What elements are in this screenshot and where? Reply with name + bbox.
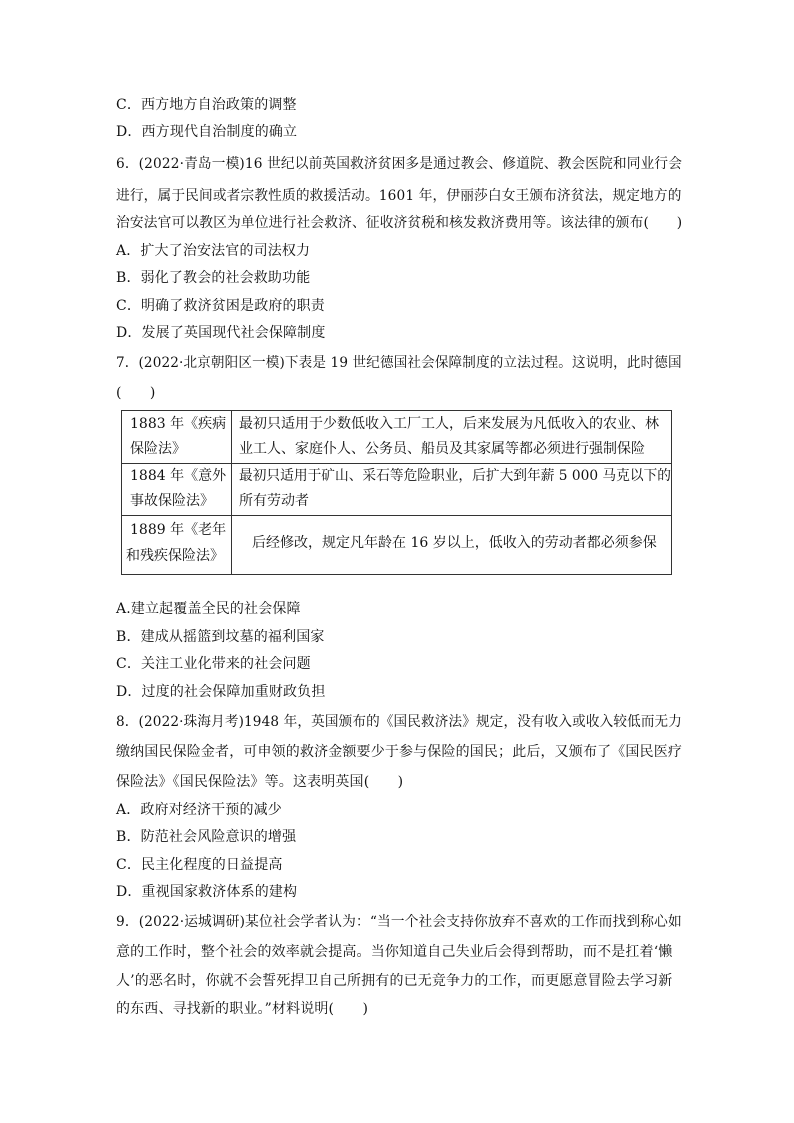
q6-stem-line-2: 进行，属于民间或者宗教性质的救援活动。1601 年，伊丽莎白女王颁布济贫法，规定地方的 (116, 188, 682, 204)
q5-option-c: C．西方地方自治政策的调整 (116, 97, 297, 113)
table-row-3-description: 后经修改，规定凡年龄在 16 岁以上，低收入的劳动者都必须参保 (252, 535, 657, 551)
q6-option-a: A．扩大了治安法官的司法权力 (116, 243, 311, 259)
q6-stem-line-1: 6．(2022·青岛一模)16 世纪以前英国救济贫困多是通过教会、修道院、教会医院和同业行会 (116, 156, 683, 172)
table-column-divider (231, 411, 232, 574)
q7-stem-line-2: ( ) (116, 385, 156, 401)
q8-option-c: C．民主化程度的日益提高 (116, 857, 283, 873)
table-row-1-description: 最初只适用于少数低收入工厂工人，后来发展为凡低收入的农业、林 (239, 416, 659, 432)
table-row-divider (122, 463, 671, 464)
table-row-2-law: 1884 年《意外 (130, 468, 227, 484)
q7-stem-line-1: 7．(2022·北京朝阳区一模)下表是 19 世纪德国社会保障制度的立法过程。这说明，此时德国 (116, 355, 682, 371)
table-row-2-description: 所有劳动者 (239, 493, 309, 509)
q6-stem-line-3: 治安法官可以教区为单位进行社会救济、征收济贫税和核发救济费用等。该法律的颁布( ) (116, 215, 683, 231)
table-row-1-law: 1883 年《疾病 (130, 416, 227, 432)
q9-stem-line-3: 人’的恶名时，你就不会誓死捍卫自己所拥有的已无竞争力的工作，而更愿意冒险去学习新 (116, 973, 673, 989)
table-row-2-law: 事故保险法》 (130, 493, 214, 509)
german-social-insurance-table (121, 410, 672, 575)
q7-option-a: A.建立起覆盖全民的社会保障 (116, 601, 301, 617)
q8-option-b: B．防范社会风险意识的增强 (116, 829, 297, 845)
table-row-3-law: 和残疾保险法》 (126, 548, 224, 564)
q8-option-a: A．政府对经济干预的减少 (116, 802, 282, 818)
q6-option-c: C．明确了救济贫困是政府的职责 (116, 298, 325, 314)
q6-option-b: B．弱化了教会的社会救助功能 (116, 270, 311, 286)
q8-option-d: D．重视国家救济体系的建构 (116, 884, 298, 900)
table-row-1-description: 业工人、家庭仆人、公务员、船员及其家属等都必须进行强制保险 (239, 441, 645, 457)
q7-option-b: B．建成从摇篮到坟墓的福利国家 (116, 629, 325, 645)
q9-stem-line-2: 意的工作时，整个社会的效率就会提高。当你知道自己失业后会得到帮助，而不是扛着‘懒 (116, 944, 673, 960)
q5-option-d: D．西方现代自治制度的确立 (116, 124, 298, 140)
table-row-divider (122, 515, 671, 516)
q6-option-d: D．发展了英国现代社会保障制度 (116, 325, 326, 341)
q8-stem-line-3: 保险法》《国民保险法》等。这表明英国( ) (116, 774, 404, 790)
table-row-1-law: 保险法》 (130, 441, 186, 457)
q9-stem-line-4: 的东西、寻找新的职业。”材料说明( ) (116, 1001, 369, 1017)
q7-option-d: D．过度的社会保障加重财政负担 (116, 684, 326, 700)
table-row-3-law: 1889 年《老年 (130, 522, 227, 538)
q8-stem-line-2: 缴纳国民保险金者，可申领的救济金额要少于参与保险的国民；此后，又颁布了《国民医疗 (116, 744, 682, 760)
q7-option-c: C．关注工业化带来的社会问题 (116, 656, 311, 672)
table-row-2-description: 最初只适用于矿山、采石等危险职业，后扩大到年薪 5 000 马克以下的 (239, 468, 671, 484)
q8-stem-line-1: 8．(2022·珠海月考)1948 年，英国颁布的《国民救济法》规定，没有收入或收入较低而无力 (116, 714, 683, 730)
q9-stem-line-1: 9．(2022·运城调研)某位社会学者认为：“当一个社会支持你放弃不喜欢的工作而找到称心如 (116, 914, 682, 930)
